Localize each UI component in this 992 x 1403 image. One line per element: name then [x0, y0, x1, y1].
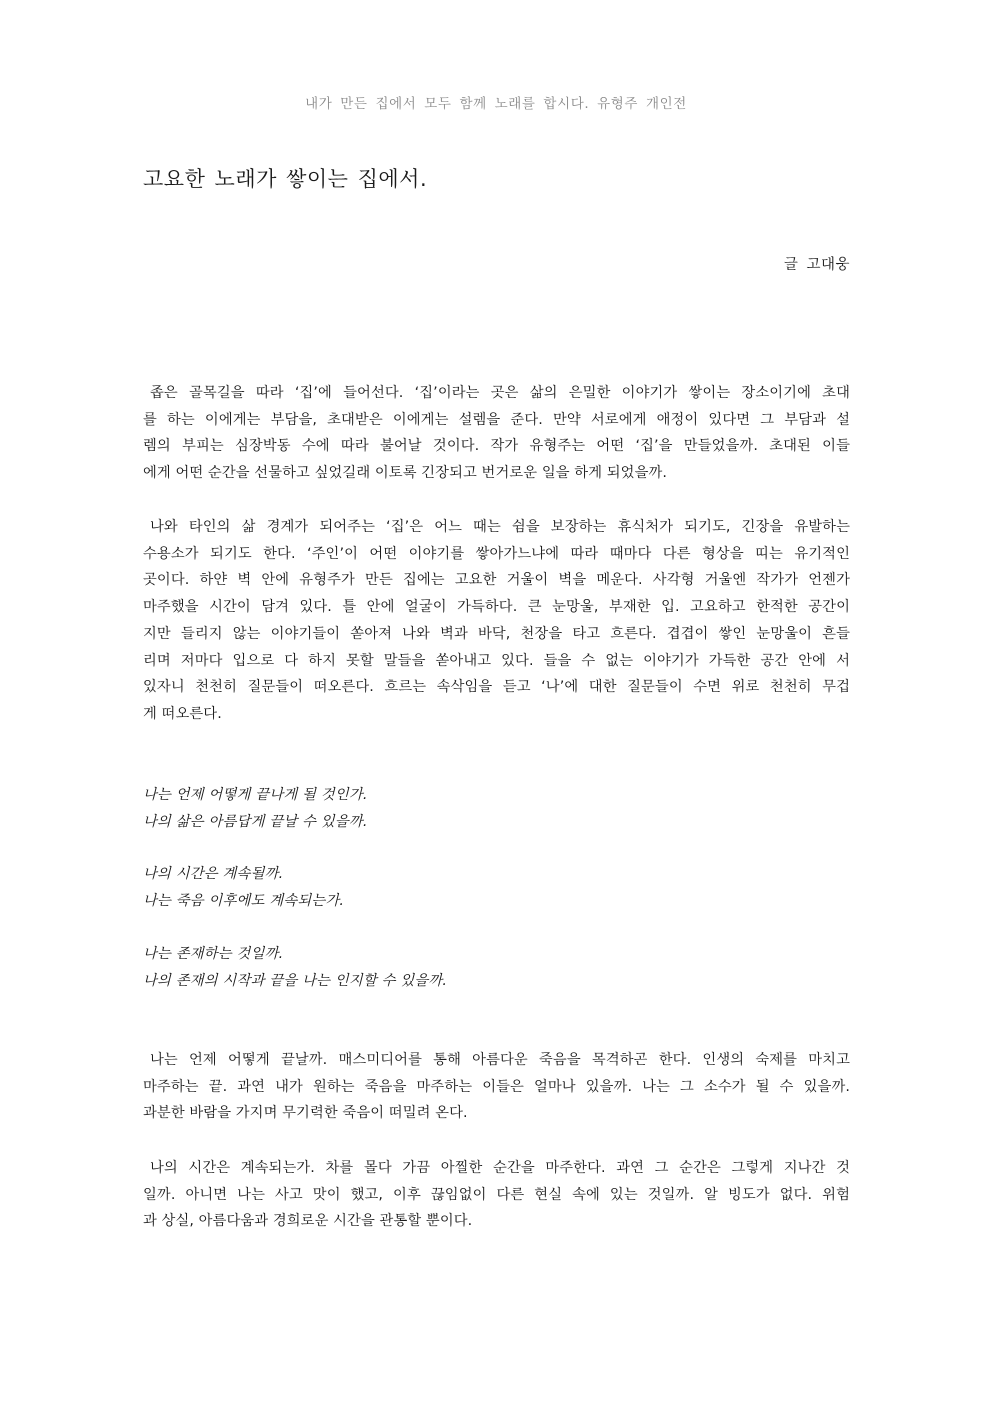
poem-stanza-1 — [143, 782, 850, 835]
poem-stanza-2 — [143, 861, 850, 914]
poem-line: 나는 존재하는 것일까. — [143, 946, 284, 962]
paragraph-line: 좁은 골목길을 따라 ‘집’에 들어선다. ‘집’이라는 곳은 삶의 은밀한 이야기가 쌓이는 장소이기에 초대 — [150, 385, 850, 401]
author-byline: 글 고대웅 — [783, 257, 850, 273]
paragraph-line: 일까. 아니면 나는 사고 맛이 했고, 이후 끊임없이 다른 현실 속에 있는 것일까. 알 빙도가 없다. 위험 — [143, 1186, 850, 1203]
paragraph-line: 를 하는 이에게는 부담을, 초대받은 이에게는 설렘을 준다. 만약 서로에게 애정이 있다면 그 부담과 설 — [143, 411, 850, 428]
poem-line: 나는 언제 어떻게 끝나게 될 것인가. — [143, 787, 368, 803]
paragraph-line: 나는 언제 어떻게 끝날까. 매스미디어를 통해 아름다운 죽음을 목격하곤 한다. 인생의 숙제를 마치고 — [150, 1052, 850, 1068]
paragraph-line: 나의 시간은 계속되는가. 차를 몰다 가끔 아찔한 순간을 마주한다. 과연 그 순간은 그렇게 지나간 것 — [150, 1160, 850, 1176]
paragraph-line: 지만 들리지 않는 이야기들이 쏟아져 나와 벽과 바닥, 천장을 타고 흐른다. 겹겹이 쌓인 눈망울이 흔들 — [143, 625, 850, 642]
poem-line: 나의 시간은 계속될까. — [143, 866, 284, 882]
paragraph-3 — [143, 1047, 850, 1127]
poem-line: 나의 삶은 아름답게 끝날 수 있을까. — [143, 813, 368, 830]
paragraph-line: 마주했을 시간이 담겨 있다. 틀 안에 얼굴이 가득하다. 큰 눈망울, 부재한 입. 고요하고 한적한 공간이 — [143, 599, 850, 616]
running-header: 내가 만든 집에서 모두 함께 노래를 합시다. 유형주 개인전 — [305, 96, 687, 112]
poem-line: 나의 존재의 시작과 끝을 나는 인지할 수 있을까. — [143, 972, 448, 989]
paragraph-line: 있자니 천천히 질문들이 떠오른다. 흐르는 속삭임을 듣고 ‘나’에 대한 질문들이 수면 위로 천천히 무겁 — [143, 679, 850, 696]
paragraph-2 — [143, 514, 850, 728]
paragraph-line: 마주하는 끝. 과연 내가 원하는 죽음을 마주하는 이들은 얼마나 있을까. 나는 그 소수가 될 수 있을까. — [143, 1078, 850, 1095]
paragraph-line: 과분한 바람을 가지며 무기력한 죽음이 떠밀려 온다. — [143, 1105, 468, 1122]
paragraph-line: 리며 저마다 입으로 다 하지 못할 말들을 쏟아내고 있다. 들을 수 없는 이야기가 가득한 공간 안에 서 — [143, 652, 850, 669]
paragraph-line: 게 떠오른다. — [143, 705, 222, 722]
paragraph-line: 나와 타인의 삶 경계가 되어주는 ‘집’은 어느 때는 쉼을 보장하는 휴식처가 되기도, 긴장을 유발하는 — [150, 519, 850, 535]
paragraph-1 — [143, 380, 850, 487]
paragraph-line: 과 상실, 아름다움과 경희로운 시간을 관통할 뿐이다. — [143, 1213, 473, 1230]
article-title: 고요한 노래가 쌓이는 집에서. — [143, 167, 428, 191]
poem-stanza-3 — [143, 941, 850, 994]
paragraph-line: 곳이다. 하얀 벽 안에 유형주가 만든 집에는 고요한 거울이 벽을 메운다. 사각형 거울엔 작가가 언젠가 — [143, 572, 850, 589]
poem-line: 나는 죽음 이후에도 계속되는가. — [143, 892, 345, 909]
paragraph-line: 에게 어떤 순간을 선물하고 싶었길래 이토록 긴장되고 번거로운 일을 하게 되었을까. — [143, 465, 668, 482]
paragraph-line: 수용소가 되기도 한다. ‘주인’이 어떤 이야기를 쌓아가느냐에 따라 때마다 다른 형상을 띠는 유기적인 — [143, 545, 850, 562]
paragraph-4 — [143, 1155, 850, 1235]
paragraph-line: 렘의 부피는 심장박동 수에 따라 불어날 것이다. 작가 유형주는 어떤 ‘집’을 만들었을까. 초대된 이들 — [143, 438, 850, 455]
